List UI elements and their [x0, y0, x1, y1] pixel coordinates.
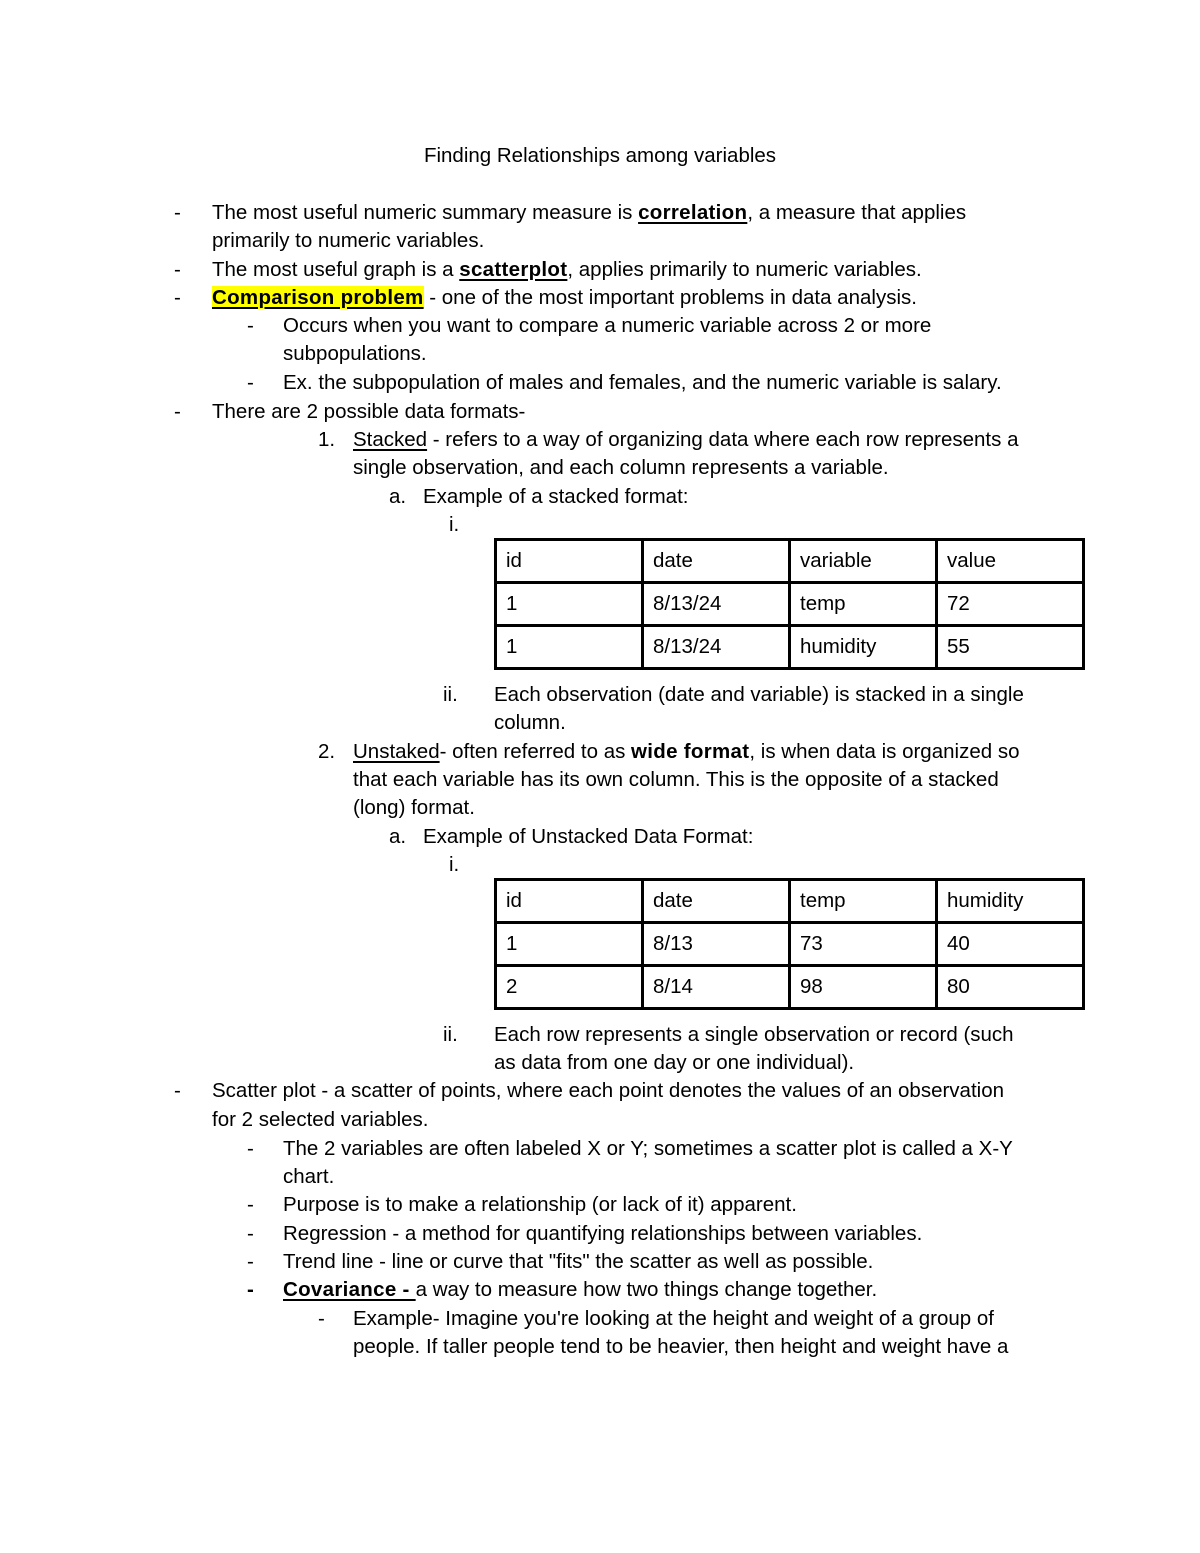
table-cell: humidity	[937, 880, 1084, 923]
bullet-continuation: for 2 selected variables.	[212, 1108, 429, 1131]
bullet-scatter-plot: Scatter plot - a scatter of points, where each point denotes the values of an observation	[212, 1079, 1005, 1102]
term-wide-format: wide format	[631, 740, 750, 763]
table-row	[496, 880, 1084, 923]
bullet-dash: -	[247, 1193, 254, 1216]
table-cell: date	[643, 880, 790, 923]
stacked-note-continuation: column.	[494, 711, 566, 734]
bullet-dash: -	[174, 286, 181, 309]
unstacked-note: Each row represents a single observation or record (such	[494, 1023, 1014, 1046]
stacked-note: Each observation (date and variable) is stacked in a single	[494, 683, 1024, 706]
table-cell: temp	[790, 880, 937, 923]
table-cell: humidity	[790, 626, 937, 669]
sub-bullet-continuation: subpopulations.	[283, 342, 427, 365]
bullet-dash: -	[174, 201, 181, 224]
stacked-table	[494, 538, 1085, 670]
list-roman: i.	[449, 513, 460, 536]
bullet-dash: -	[174, 400, 181, 423]
unstacked-example-label: Example of Unstacked Data Format:	[423, 825, 754, 848]
table-cell: id	[496, 880, 643, 923]
table-cell: 1	[496, 626, 643, 669]
list-continuation: (long) format.	[353, 796, 475, 819]
sub-bullet-text: Ex. the subpopulation of males and females, and the numeric variable is salary.	[283, 371, 1002, 394]
sub-sub-bullet-text: Example- Imagine you're looking at the height and weight of a group of	[353, 1307, 994, 1330]
text-run: - refers to a way of organizing data where each row represents a	[427, 428, 1019, 451]
table-cell: 73	[790, 923, 937, 966]
term-covariance: Covariance -	[283, 1278, 416, 1301]
bullet-comparison-problem	[212, 288, 917, 309]
unstacked-definition	[353, 742, 1019, 763]
list-number: 2.	[318, 740, 336, 763]
table-cell: 1	[496, 923, 643, 966]
stacked-definition	[353, 430, 1018, 451]
table-cell: 2	[496, 966, 643, 1009]
text-run: - often referred to as	[439, 740, 632, 763]
sub-bullet-text: Occurs when you want to compare a numeric variable across 2 or more	[283, 314, 932, 337]
bullet-dash: -	[247, 1222, 254, 1245]
list-continuation: single observation, and each column represents a variable.	[353, 456, 889, 479]
list-roman: ii.	[443, 683, 458, 706]
table-row	[496, 583, 1084, 626]
text-run: - one of the most important problems in data analysis.	[423, 286, 917, 309]
bullet-dash: -	[318, 1307, 325, 1330]
table-cell: 8/13/24	[643, 583, 790, 626]
sub-bullet-text: Purpose is to make a relationship (or lack of it) apparent.	[283, 1193, 797, 1216]
table-cell: id	[496, 540, 643, 583]
list-roman: ii.	[443, 1023, 458, 1046]
term-correlation: correlation	[638, 201, 748, 224]
bullet-dash: -	[247, 1250, 254, 1273]
sub-bullet-covariance	[283, 1280, 877, 1301]
table-cell: variable	[790, 540, 937, 583]
sub-bullet-text: The 2 variables are often labeled X or Y; sometimes a scatter plot is called a X-Y	[283, 1137, 1013, 1160]
list-letter: a.	[389, 485, 407, 508]
sub-bullet-continuation: chart.	[283, 1165, 335, 1188]
text-run: a way to measure how two things change together.	[415, 1278, 878, 1301]
bullet-dash: -	[174, 258, 181, 281]
table-cell: 98	[790, 966, 937, 1009]
sub-bullet-text: Regression - a method for quantifying relationships between variables.	[283, 1222, 923, 1245]
list-roman: i.	[449, 853, 460, 876]
text-run: , applies primarily to numeric variables.	[567, 258, 922, 281]
unstacked-note-continuation: as data from one day or one individual).	[494, 1051, 855, 1074]
bullet-dash: -	[247, 1278, 255, 1301]
text-run: , is when data is organized so	[749, 740, 1020, 763]
table-row	[496, 626, 1084, 669]
text-run: , a measure that applies	[747, 201, 967, 224]
table-row	[496, 540, 1084, 583]
text-run: The most useful graph is a	[212, 258, 460, 281]
table-cell: 80	[937, 966, 1084, 1009]
table-cell: 72	[937, 583, 1084, 626]
unstacked-table	[494, 878, 1085, 1010]
sub-bullet-text: Trend line - line or curve that "fits" the scatter as well as possible.	[283, 1250, 874, 1273]
table-row	[496, 966, 1084, 1009]
term-comparison-problem: Comparison problem	[212, 286, 424, 309]
table-row	[496, 923, 1084, 966]
bullet-dash: -	[174, 1079, 181, 1102]
table-cell: 8/13	[643, 923, 790, 966]
bullet-scatterplot	[212, 260, 922, 281]
stacked-example-label: Example of a stacked format:	[423, 485, 689, 508]
list-letter: a.	[389, 825, 407, 848]
bullet-correlation	[212, 203, 966, 224]
bullet-dash: -	[247, 314, 254, 337]
table-cell: 55	[937, 626, 1084, 669]
table-cell: 8/13/24	[643, 626, 790, 669]
term-stacked: Stacked	[353, 428, 428, 451]
table-cell: 1	[496, 583, 643, 626]
bullet-continuation: primarily to numeric variables.	[212, 229, 485, 252]
bullet-dash: -	[247, 1137, 254, 1160]
table-cell: temp	[790, 583, 937, 626]
table-cell: 8/14	[643, 966, 790, 1009]
text-run: The most useful numeric summary measure is	[212, 201, 639, 224]
list-continuation: that each variable has its own column. This is the opposite of a stacked	[353, 768, 999, 791]
sub-sub-bullet-continuation: people. If taller people tend to be heavier, then height and weight have a	[353, 1335, 1009, 1358]
page-title: Finding Relationships among variables	[423, 144, 777, 167]
bullet-dash: -	[247, 371, 254, 394]
list-number: 1.	[318, 428, 336, 451]
term-unstaked: Unstaked	[353, 740, 440, 763]
table-cell: date	[643, 540, 790, 583]
table-cell: 40	[937, 923, 1084, 966]
term-scatterplot: scatterplot	[459, 258, 568, 281]
table-cell: value	[937, 540, 1084, 583]
bullet-data-formats: There are 2 possible data formats-	[212, 400, 526, 423]
